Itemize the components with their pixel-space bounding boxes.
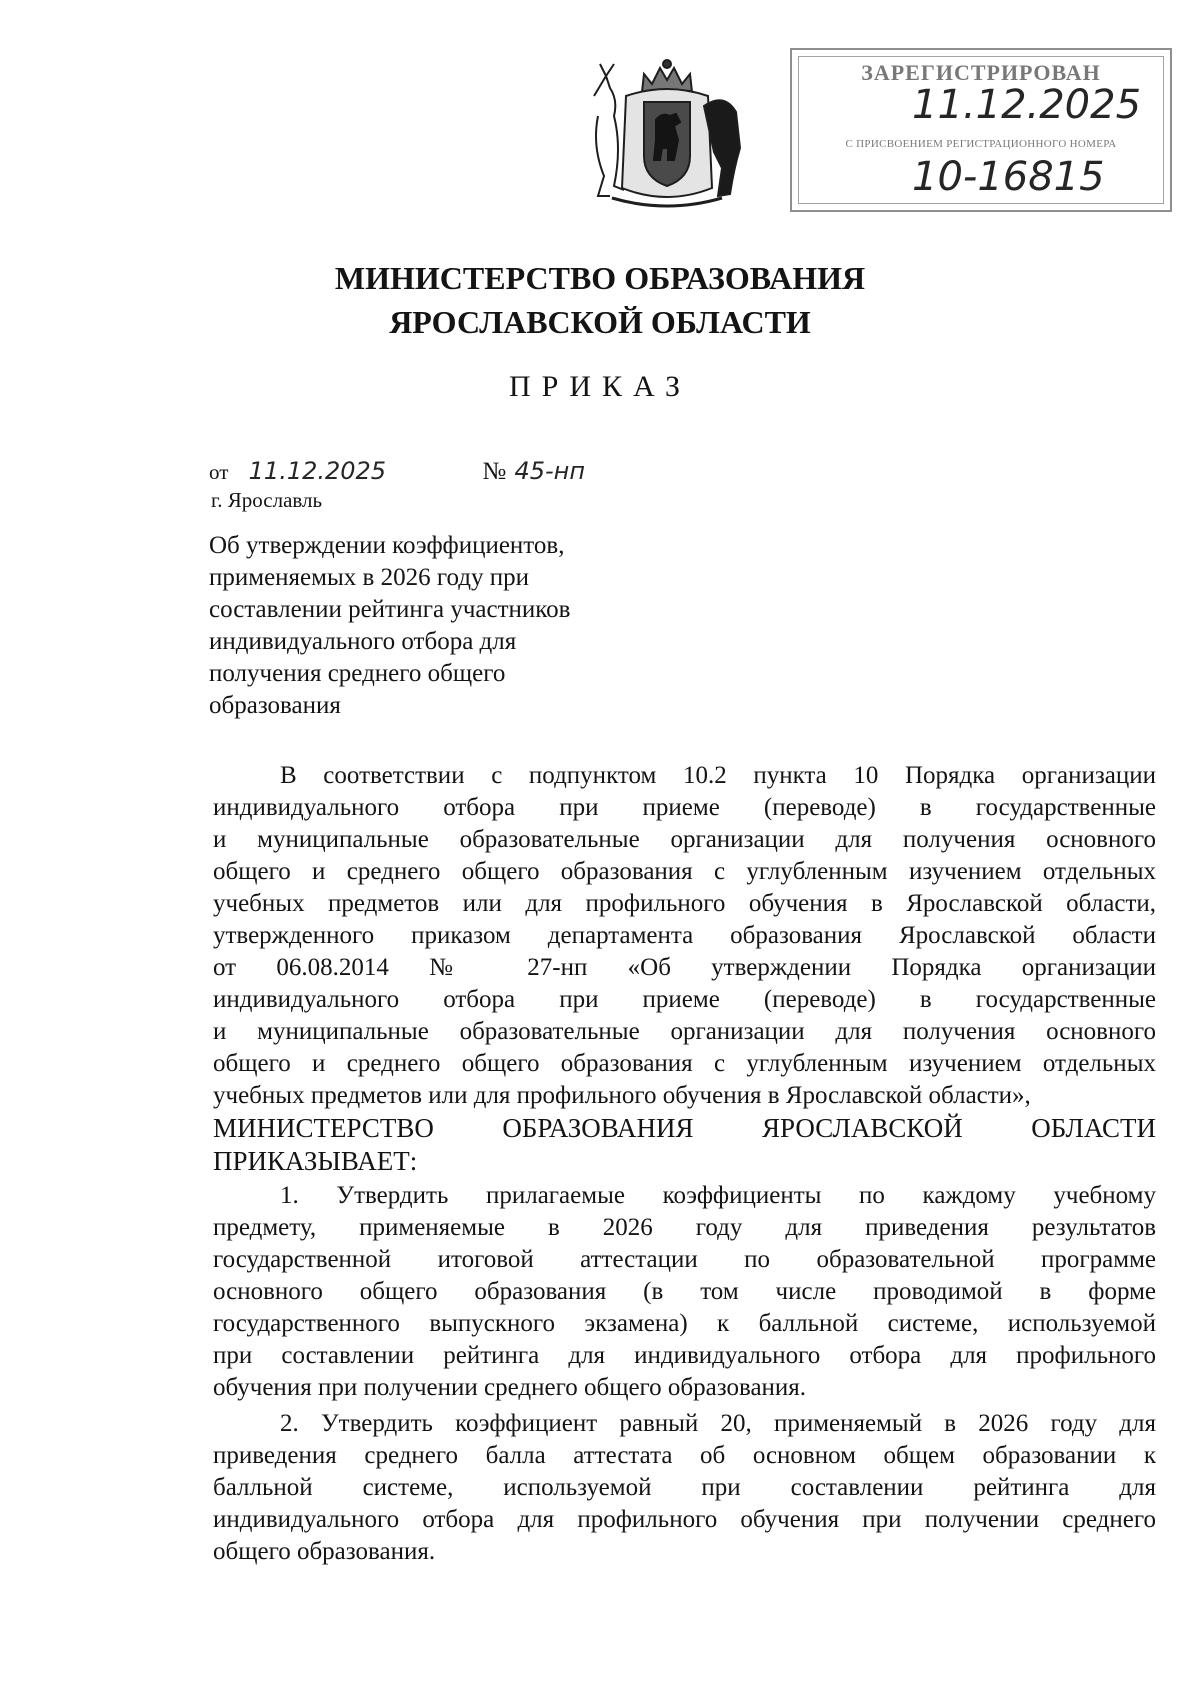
stamp-title: ЗАРЕГИСТРИРОВАН [861, 60, 1101, 85]
preamble-line: и муниципальные образовательные организации для получения основного [213, 826, 1156, 853]
preamble-line: общего и среднего общего образования с углубленным изучением отдельных [213, 858, 1156, 885]
item-line: общего образования. [213, 1538, 436, 1565]
ministry-name-line: МИНИСТЕРСТВО ОБРАЗОВАНИЯ ЯРОСЛАВСКОЙ ОБЛАСТИ [213, 1113, 1156, 1143]
item-line: балльной системе, используемой при составлении рейтинга для [213, 1474, 1156, 1501]
preamble-line: утвержденного приказом департамента образования Ярославской области [213, 922, 1156, 949]
item-line: индивидуального отбора для профильного обучения при получении среднего [213, 1506, 1156, 1533]
org-name-line: МИНИСТЕРСТВО ОБРАЗОВАНИЯ [334, 260, 866, 296]
item-line: государственного выпускного экзамена) к балльной системе, используемой [213, 1310, 1156, 1337]
subject-line: получения среднего общего [209, 660, 506, 687]
city-line: г. Ярославль [211, 488, 323, 512]
item-line: 2. Утвердить коэффициент равный 20, применяемый в 2026 году для [280, 1410, 1156, 1437]
item-line: при составлении рейтинга для индивидуального отбора для профильного [213, 1342, 1156, 1369]
stamp-subtitle: С ПРИСВОЕНИЕМ РЕГИСТРАЦИОННОГО НОМЕРА [845, 138, 1117, 150]
orders-verb-line: ПРИКАЗЫВАЕТ: [213, 1146, 418, 1176]
preamble-line: учебных предметов или для профильного обучения в Ярославской области, [213, 890, 1156, 917]
subject-line: Об утверждении коэффициентов, [209, 532, 565, 559]
stamp-handwritten-number: 10-16815 [912, 154, 1105, 200]
date-handwritten: 11.12.2025 [248, 457, 387, 485]
preamble-line: и муниципальные образовательные организации для получения основного [213, 1018, 1156, 1045]
number-sign: № [482, 458, 507, 485]
preamble-line: общего и среднего общего образования с углубленным изучением отдельных [213, 1050, 1156, 1077]
item-line: предмету, применяемые в 2026 году для приведения результатов [213, 1214, 1156, 1241]
registration-stamp [790, 48, 1172, 212]
item-line: 1. Утвердить прилагаемые коэффициенты по каждому учебному [280, 1182, 1156, 1209]
preamble-line: индивидуального отбора при приеме (переводе) в государственные [213, 794, 1156, 821]
preamble-line: В соответствии с подпунктом 10.2 пункта 10 Порядка организации [280, 762, 1156, 789]
preamble-line: от 06.08.2014 № 27-нп «Об утверждении Порядка организации [213, 954, 1156, 981]
subject-line: применяемых в 2026 году при [209, 564, 529, 591]
subject-line: составлении рейтинга участников [209, 596, 571, 623]
organization-name [0, 256, 1200, 344]
org-name-line: ЯРОСЛАВСКОЙ ОБЛАСТИ [389, 304, 811, 340]
item-line: приведения среднего балла аттестата об основном общем образовании к [213, 1442, 1156, 1469]
document-type-heading: ПРИКАЗ [509, 370, 691, 403]
stamp-handwritten-date: 11.12.2025 [912, 82, 1142, 128]
preamble-line: индивидуального отбора при приеме (переводе) в государственные [213, 986, 1156, 1013]
subject-line: образования [209, 692, 341, 719]
preamble-line: учебных предметов или для профильного обучения в Ярославской области», [213, 1082, 1031, 1109]
item-line: основного общего образования (в том числе проводимой в форме [213, 1278, 1156, 1305]
number-handwritten: 45-нп [514, 457, 586, 485]
coat-of-arms-emblem [584, 56, 750, 212]
item-line: государственной итоговой аттестации по образовательной программе [213, 1246, 1156, 1273]
item-line: обучения при получении среднего общего образования. [213, 1374, 807, 1401]
subject-line: индивидуального отбора для [209, 628, 517, 655]
date-prefix: от [209, 460, 229, 484]
